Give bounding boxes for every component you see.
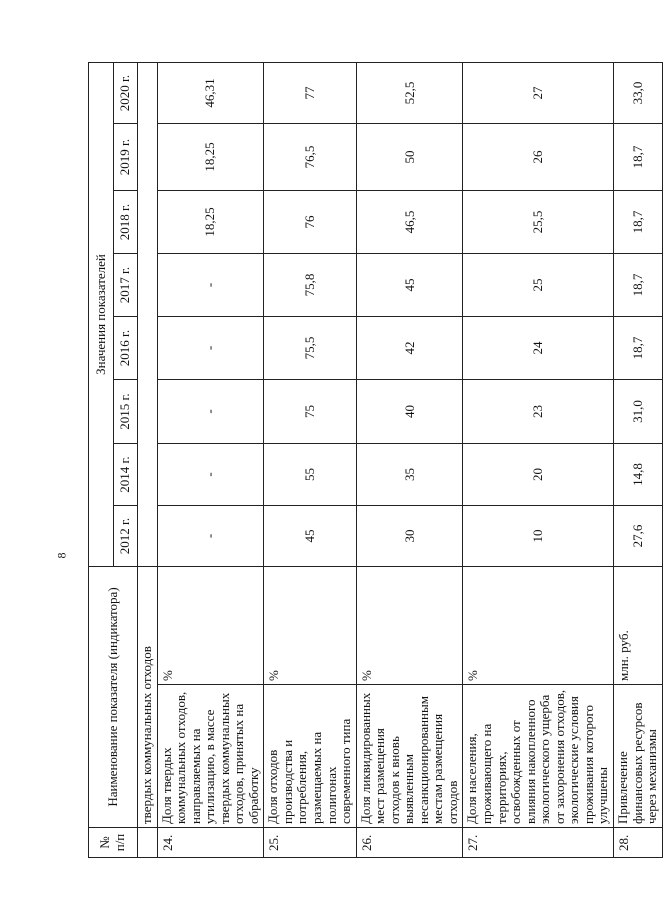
row-indicator-name: Доля ликвидированных мест размещения отходов к вновь выявленным несанкционированным местам размещения отходов	[356, 685, 463, 828]
table-row	[356, 62, 463, 857]
row-value: -	[157, 317, 264, 380]
continuation-num-cell	[138, 828, 158, 858]
row-value: 27,6	[613, 506, 662, 567]
rotated-table-wrapper	[88, 63, 660, 858]
row-value: 40	[356, 380, 463, 444]
header-name: Наименование показателя (индикатора)	[89, 567, 138, 828]
row-value: 75,8	[264, 254, 356, 317]
header-num: № п/п	[89, 828, 138, 858]
row-value: 45	[264, 506, 356, 567]
header-year: 2017 г.	[114, 254, 138, 317]
row-unit: %	[356, 567, 463, 685]
row-value: 50	[356, 124, 463, 191]
row-unit: %	[157, 567, 264, 685]
row-value: 18,7	[613, 124, 662, 191]
row-value: 76,5	[264, 124, 356, 191]
row-value: 20	[463, 444, 613, 506]
table-row	[613, 62, 662, 857]
row-value: 55	[264, 444, 356, 506]
header-year: 2018 г.	[114, 191, 138, 254]
continuation-text: твердых коммунальных отходов	[138, 567, 158, 828]
continuation-values-cell	[138, 62, 158, 566]
row-value: 31,0	[613, 380, 662, 444]
row-value: 46,5	[356, 191, 463, 254]
row-value: 76	[264, 191, 356, 254]
row-num: 26.	[356, 828, 463, 858]
indicators-table	[88, 62, 663, 858]
row-num: 28.	[613, 828, 662, 858]
row-value: 18,7	[613, 254, 662, 317]
row-value: 24	[463, 317, 613, 380]
row-value: 25	[463, 254, 613, 317]
row-value: 25,5	[463, 191, 613, 254]
header-year: 2019 г.	[114, 124, 138, 191]
row-value: 27	[463, 62, 613, 123]
row-num: 25.	[264, 828, 356, 858]
row-value: 23	[463, 380, 613, 444]
row-num: 27.	[463, 828, 613, 858]
row-value: 45	[356, 254, 463, 317]
row-value: 42	[356, 317, 463, 380]
row-value: 33,0	[613, 62, 662, 123]
row-indicator-name: Доля населения, проживающего на территориях, освобожденных от влияния накопленного экологического ущерба от захоронения отходов, экологические условия проживания которого улучшены	[463, 685, 613, 828]
header-values: Значения показателей	[89, 62, 114, 566]
page-number: 8	[54, 552, 69, 559]
row-value: 35	[356, 444, 463, 506]
row-value: 10	[463, 506, 613, 567]
row-value: 18,25	[157, 191, 264, 254]
row-value: 18,7	[613, 191, 662, 254]
row-indicator-name: Привлечение финансовых ресурсов через механизмы	[613, 685, 662, 828]
row-value: 75	[264, 380, 356, 444]
row-num: 24.	[157, 828, 264, 858]
row-indicator-name: Доля отходов производства и потребления, размещаемых на полигонах современного типа	[264, 685, 356, 828]
header-year: 2012 г.	[114, 506, 138, 567]
row-value: 52,5	[356, 62, 463, 123]
row-value: 46,31	[157, 62, 264, 123]
row-value: 75,5	[264, 317, 356, 380]
row-value: -	[157, 444, 264, 506]
row-value: 30	[356, 506, 463, 567]
row-unit: %	[264, 567, 356, 685]
row-unit: %	[463, 567, 613, 685]
row-value: 18,25	[157, 124, 264, 191]
row-value: 26	[463, 124, 613, 191]
row-value: -	[157, 506, 264, 567]
row-unit: млн. руб.	[613, 567, 662, 685]
table-row	[264, 62, 356, 857]
row-value: -	[157, 380, 264, 444]
header-year: 2014 г.	[114, 444, 138, 506]
row-indicator-name: Доля твердых коммунальных отходов, направляемых на утилизацию, в массе твердых коммунальных отходов, принятых на обработку	[157, 685, 264, 828]
header-year: 2015 г.	[114, 380, 138, 444]
table-row	[463, 62, 613, 857]
row-value: 14,8	[613, 444, 662, 506]
row-value: 18,7	[613, 317, 662, 380]
header-year: 2016 г.	[114, 317, 138, 380]
header-year: 2020 г.	[114, 62, 138, 123]
row-value: -	[157, 254, 264, 317]
row-value: 77	[264, 62, 356, 123]
table-row	[157, 62, 264, 857]
